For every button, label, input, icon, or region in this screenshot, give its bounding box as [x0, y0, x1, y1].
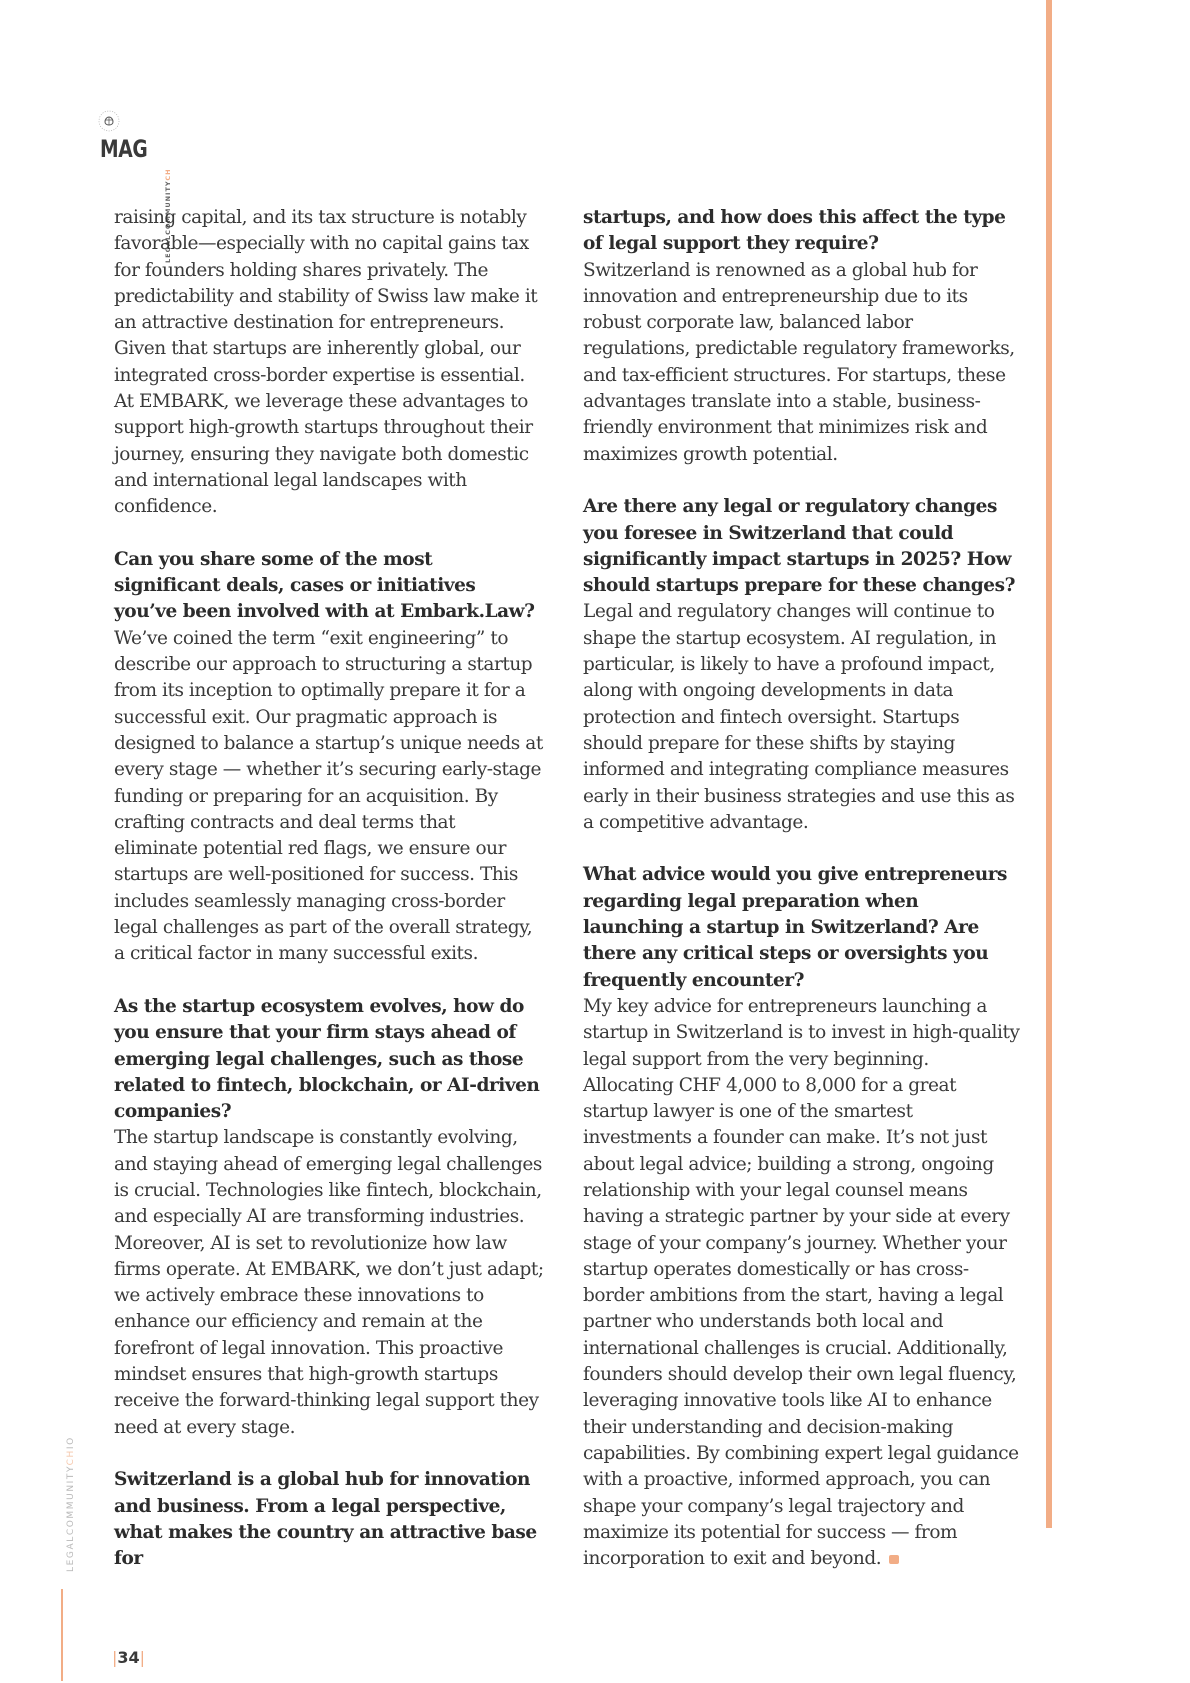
- answer-paragraph: [583, 258, 1023, 468]
- left-column: [114, 205, 544, 1572]
- question-heading: [583, 862, 1023, 993]
- question-heading: [114, 1467, 544, 1572]
- paragraph-text: My key advice for entrepreneurs launching a startup in Switzerland is to invest in high-quality legal support from the very beginning. Allocating CHF 4,000 to 8,000 for a great startup lawyer is one of the smartest investments a founder can make. It’s not just about legal advice; building a strong, ongoing relationship with your legal counsel means having a strategic partner by your side at every stage of your company’s journey. Whether your startup operates domestically or has cross-border ambitions from the start, having a legal partner who understands both local and international challenges is crucial. Additionally, founders should develop their own legal fluency, leveraging innovative tools like AI to enhance their understanding and decision-making capabilities. By combining expert legal guidance with a proactive, informed approach, you can shape your company’s legal trajectory and maximize its potential for success — from incorporation to exit and beyond.: [583, 995, 1020, 1570]
- paragraph-text: startups, and how does this affect the type of legal support they require?: [583, 207, 1006, 255]
- answer-paragraph: [583, 994, 1023, 1573]
- right-accent-bar: [1046, 0, 1052, 1528]
- question-heading: [114, 994, 544, 1125]
- answer-paragraph: [114, 626, 544, 968]
- paragraph-text: Switzerland is renowned as a global hub for innovation and entrepreneurship due to its robust corporate law, balanced labor regulations, predictable regulatory frameworks, and tax-efficient structures. For startups, these advantages translate into a stable, business-friendly environment that minimizes risk and maximizes growth potential.: [583, 259, 1015, 465]
- brain-emblem-icon: [98, 110, 120, 132]
- answer-paragraph: [114, 1125, 544, 1441]
- magazine-logo: [80, 95, 172, 263]
- paragraph-text: Can you share some of the most significant deals, cases or initiatives you’ve been involved with at Embark.Law?: [114, 548, 535, 623]
- paragraph-text: As the startup ecosystem evolves, how do you ensure that your firm stays ahead of emerging legal challenges, such as those related to fintech, blockchain, or AI-driven companies?: [114, 995, 540, 1123]
- page-number: |34|: [112, 1648, 146, 1667]
- footer-accent-rule: [61, 1589, 63, 1681]
- paragraph-text: Are there any legal or regulatory changes you foresee in Switzerland that could significantly impact startups in 2025? How should startups prepare for these changes?: [583, 496, 1015, 597]
- question-heading: [583, 205, 1023, 258]
- answer-paragraph: [114, 205, 544, 521]
- answer-paragraph: [583, 599, 1023, 836]
- paragraph-text: The startup landscape is constantly evolving, and staying ahead of emerging legal challenges is crucial. Technologies like fintech, blockchain, and especially AI are transforming industries. Moreover, AI is set to revolutionize how law firms operate. At EMBARK, we don’t just adapt; we actively embrace these innovations to enhance our efficiency and remain at the forefront of legal innovation. This proactive mindset ensures that high-growth startups receive the forward-thinking legal support they need at every stage.: [114, 1127, 544, 1438]
- paragraph-text: Switzerland is a global hub for innovation and business. From a legal perspective, what makes the country an attractive base for: [114, 1469, 537, 1570]
- question-heading: [114, 547, 544, 626]
- right-column: [583, 205, 1023, 1599]
- paragraph-text: We’ve coined the term “exit engineering” to describe our approach to structuring a startup from its inception to optimally prepare it for a successful exit. Our pragmatic approach is designed to balance a startup’s unique needs at every stage — whether it’s securing early-stage funding or preparing for an acquisition. By crafting contracts and deal terms that eliminate potential red flags, we ensure our startups are well-positioned for success. This includes seamlessly managing cross-border legal challenges as part of the overall strategy, a critical factor in many successful exits.: [114, 627, 543, 965]
- logo-title: MAG: [100, 135, 148, 163]
- logo-side-text: LEGALCOMMUNITYCH: [164, 168, 172, 263]
- paragraph-text: What advice would you give entrepreneurs regarding legal preparation when launching a startup in Switzerland? Are there any critical steps or oversights you frequently encounter?: [583, 864, 1007, 991]
- paragraph-text: raising capital, and its tax structure is notably favorable—especially with no capital gains tax for founders holding shares privately. The predictability and stability of Swiss law make it an attractive destination for entrepreneurs. Given that startups are inherently global, our integrated cross-border expertise is essential. At EMBARK, we leverage these advantages to support high-growth startups throughout their journey, ensuring they navigate both domestic and international legal landscapes with confidence.: [114, 207, 538, 518]
- question-heading: [583, 494, 1023, 599]
- footer-side-text: LEGALCOMMUNITYCHIO: [66, 1436, 76, 1572]
- paragraph-text: Legal and regulatory changes will continue to shape the startup ecosystem. AI regulation, in particular, is likely to have a profound impact, along with ongoing developments in data protection and fintech oversight. Startups should prepare for these shifts by staying informed and integrating compliance measures early in their business strategies and use this as a competitive advantage.: [583, 601, 1015, 833]
- article-end-icon: [889, 1555, 899, 1564]
